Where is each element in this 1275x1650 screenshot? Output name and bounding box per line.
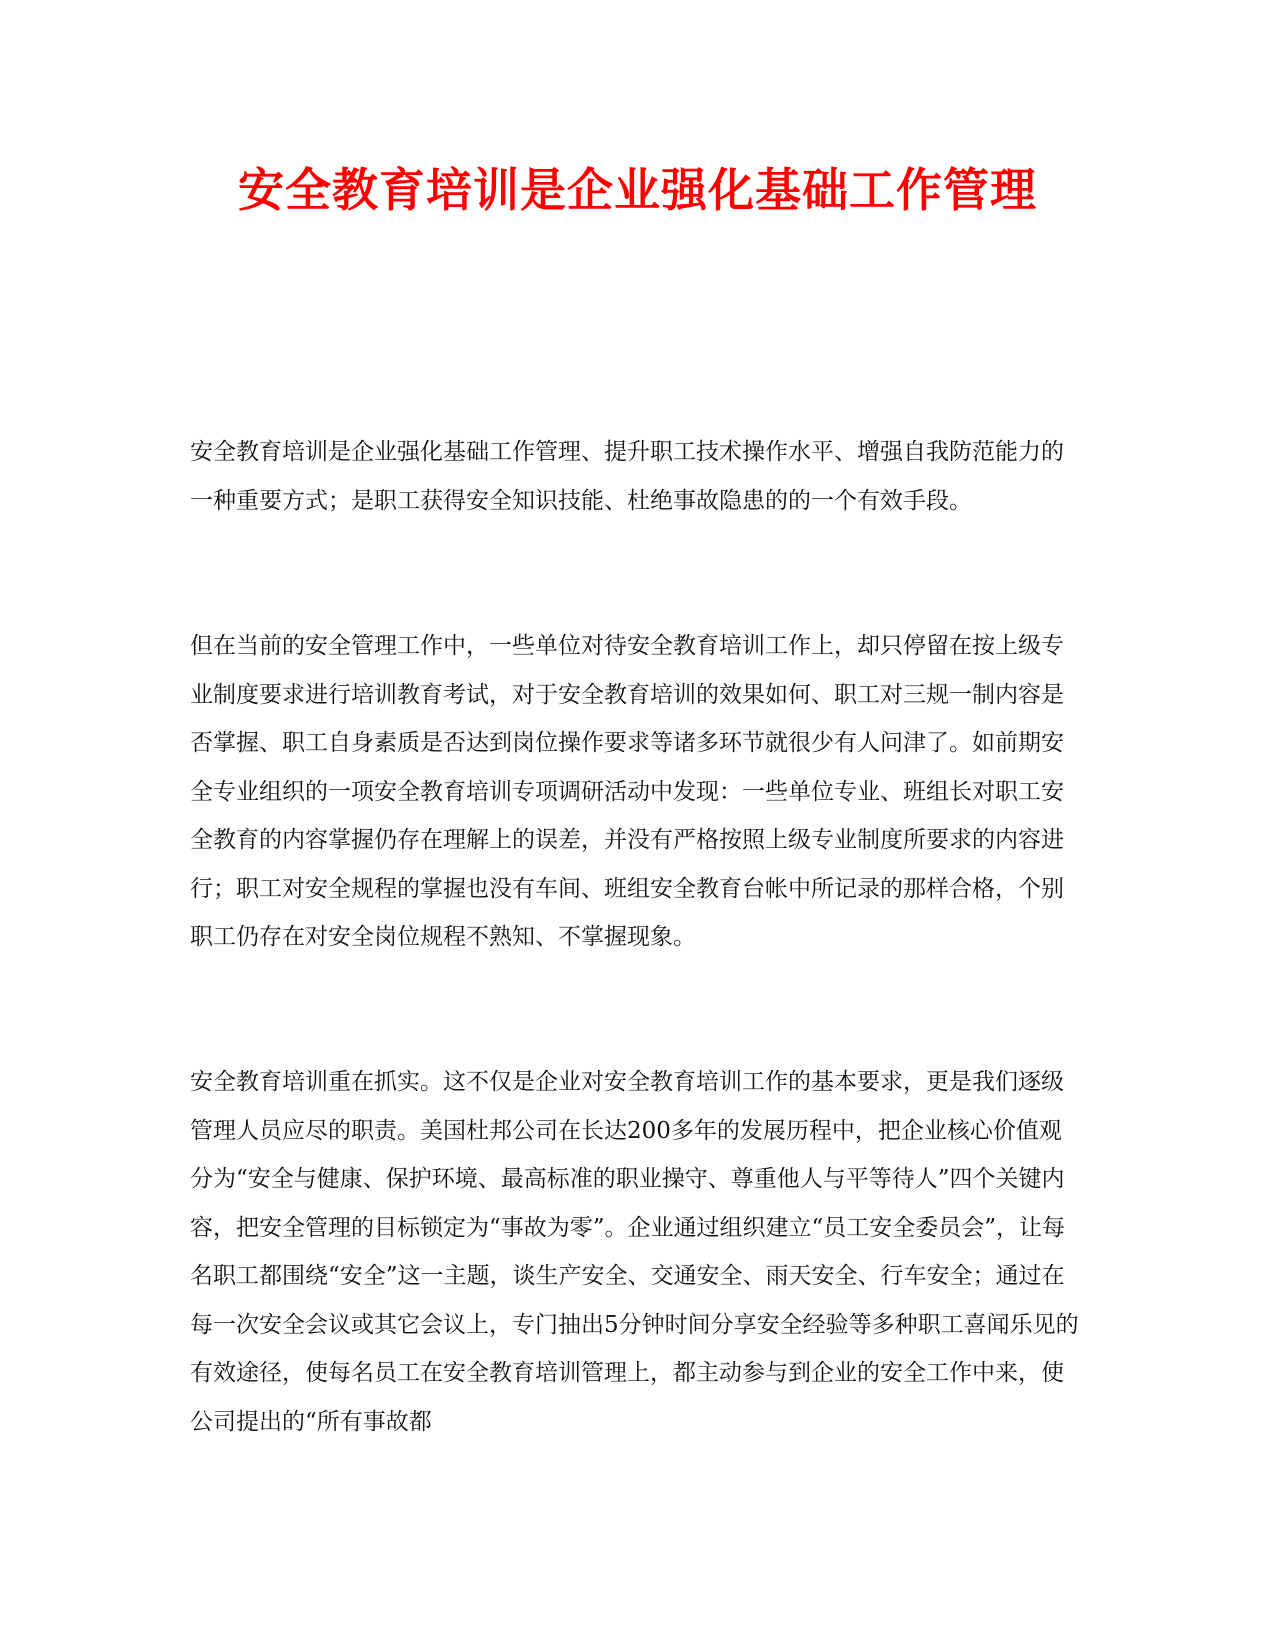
paragraph-3: 安全教育培训重在抓实。这不仅是企业对安全教育培训工作的基本要求，更是我们逐级管理人员应尽的职责。美国杜邦公司在长达200多年的发展历程中，把企业核心价值观分为“安全与健康、保护环境、最高标准的职业操守、尊重他人与平等待人”四个关键内容，把安全管理的目标锁定为“事故为零”。企业通过组织建立“员工安全委员会”，让每名职工都围绕“安全”这一主题，谈生产安全、交通安全、雨天安全、行车安全；通过在每一次安全会议或其它会议上，专门抽出5分钟时间分享安全经验等多种职工喜闻乐见的有效途径，使每名员工在安全教育培训管理上，都主动参与到企业的安全工作中来，使公司提出的“所有事故都 (190, 1069, 1079, 1435)
paragraph-2: 但在当前的安全管理工作中，一些单位对待安全教育培训工作上，却只停留在按上级专业制度要求进行培训教育考试，对于安全教育培训的效果如何、职工对三规一制内容是否掌握、职工自身素质是否达到岗位操作要求等诸多环节就很少有人问津了。如前期安全专业组织的一项安全教育培训专项调研活动中发现：一些单位专业、班组长对职工安全教育的内容掌握仍存在理解上的误差，并没有严格按照上级专业制度所要求的内容进行；职工对安全规程的掌握也没有车间、班组安全教育台帐中所记录的那样合格，个别职工仍存在对安全岗位规程不熟知、不掌握现象。 (190, 633, 1064, 950)
document-title: 安全教育培训是企业强化基础工作管理 (238, 163, 1037, 217)
paragraph-3-block (190, 1058, 1080, 1446)
paragraph-1-block (190, 428, 1080, 525)
paragraph-1: 安全教育培训是企业强化基础工作管理、提升职工技术操作水平、增强自我防范能力的一种重要方式；是职工获得安全知识技能、杜绝事故隐患的的一个有效手段。 (190, 439, 1064, 514)
paragraph-2-block (190, 622, 1080, 962)
